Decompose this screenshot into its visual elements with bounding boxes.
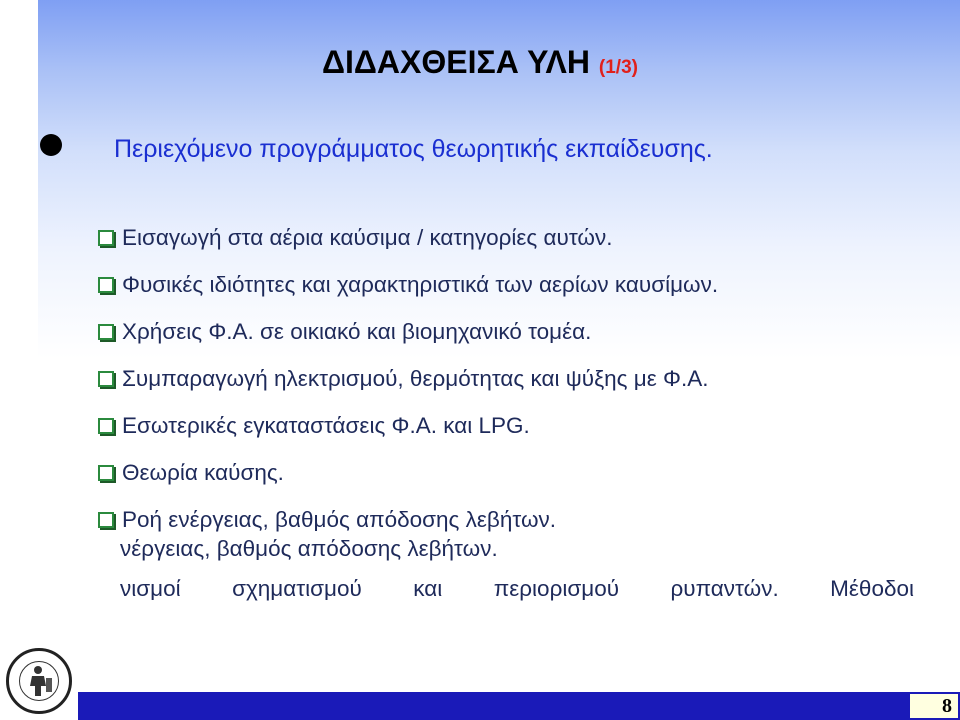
list-item-text: Φυσικές ιδιότητες και χαρακτηριστικά των αερίων καυσίμων.: [122, 271, 719, 297]
checkbox-bullet-icon: [98, 512, 114, 528]
slide-title-text: ΔΙΔΑΧΘΕΙΣΑ ΥΛΗ: [322, 44, 590, 80]
checkbox-bullet-icon: [98, 230, 114, 246]
list-item: [98, 402, 718, 449]
topic-list: [98, 214, 718, 543]
checkbox-bullet-icon: [98, 465, 114, 481]
footer-bar: [78, 692, 960, 720]
list-item-text: Θεωρία καύσης.: [122, 459, 284, 485]
list-item-text: Ροή ενέργειας, βαθμός απόδοσης λεβήτων.: [122, 506, 557, 532]
section-heading: Περιεχόμενο προγράμματος θεωρητικής εκπαίδευσης.: [114, 135, 713, 163]
list-item: [98, 355, 718, 402]
university-seal-logo-icon: [6, 648, 72, 714]
list-item-text: Χρήσεις Φ.Α. σε οικιακό και βιομηχανικό τομέα.: [122, 318, 592, 344]
checkbox-bullet-icon: [98, 324, 114, 340]
slide-title: [0, 44, 960, 81]
list-item: [98, 449, 718, 496]
list-item-text: Συμπαραγωγή ηλεκτρισμού, θερμότητας και ψύξης με Φ.Α.: [122, 365, 709, 391]
overflow-text-line: νισμοί σχηματισμού και περιορισμού ρυπαντών. Μέθοδοι: [120, 576, 914, 601]
filled-circle-bullet-icon: [40, 134, 62, 156]
list-item-text: Εσωτερικές εγκαταστάσεις Φ.Α. και LPG.: [122, 412, 530, 438]
checkbox-bullet-icon: [98, 371, 114, 387]
page-number: 8: [908, 692, 960, 720]
list-item: [98, 214, 718, 261]
list-item: [98, 261, 718, 308]
list-item-text: Εισαγωγή στα αέρια καύσιμα / κατηγορίες αυτών.: [122, 224, 613, 250]
seal-figure-icon: [24, 664, 54, 698]
checkbox-bullet-icon: [98, 418, 114, 434]
overflow-text-line: νέργειας, βαθμός απόδοσης λεβήτων.: [120, 536, 498, 561]
checkbox-bullet-icon: [98, 277, 114, 293]
slide-title-part: (1/3): [598, 57, 638, 78]
list-item: [98, 308, 718, 355]
